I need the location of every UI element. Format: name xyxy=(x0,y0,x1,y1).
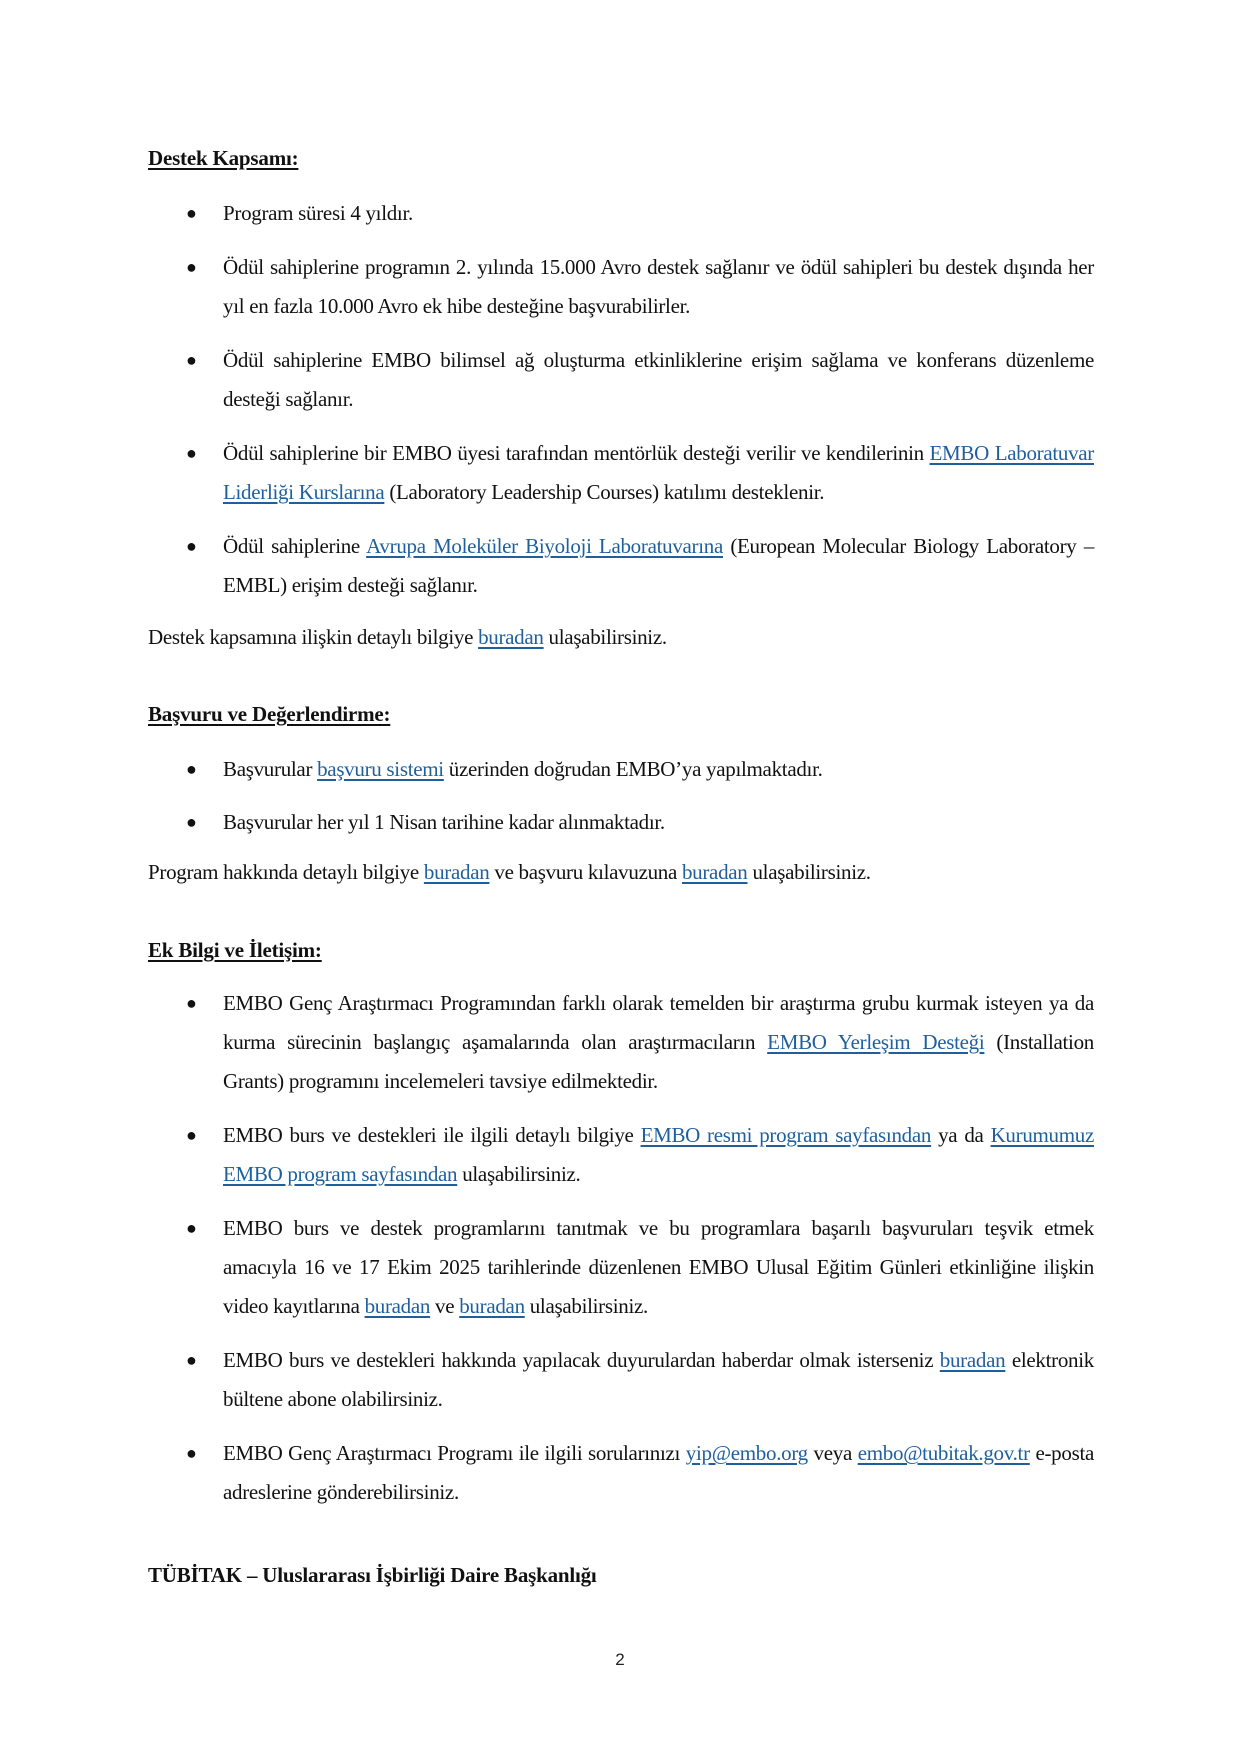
section-heading-destek: Destek Kapsamı: xyxy=(148,146,299,170)
bullet-icon: ● xyxy=(186,759,197,779)
link-email-embo-tubitak[interactable]: embo@tubitak.gov.tr xyxy=(857,1441,1030,1465)
list-item: ● EMBO Genç Araştırmacı Programından farklı olarak temelden bir araştırma grubu kurmak isteyen ya da kurma sürecinin başlangıç aşamalarında olan araştırmacıların EMBO Yerleşim Desteği (Installation Grants) programını incelemeleri tavsiye edilmektedir. xyxy=(148,984,1094,1101)
link-destek-details[interactable]: buradan xyxy=(478,625,544,649)
link-email-yip-embo[interactable]: yip@embo.org xyxy=(685,1441,808,1465)
list-item: ● EMBO burs ve destek programlarını tanıtmak ve bu programlara başarılı başvuruları teşvik etmek amacıyla 16 ve 17 Ekim 2025 tarihlerinde düzenlenen EMBO Ulusal Eğitim Günleri etkinliğine ilişkin video kayıtlarına buradan ve buradan ulaşabilirsiniz. xyxy=(148,1209,1094,1326)
link-video-recordings-1[interactable]: buradan xyxy=(364,1294,431,1318)
bullet-icon: ● xyxy=(186,1443,197,1463)
list-item: ● EMBO burs ve destekleri ile ilgili detaylı bilgiye EMBO resmi program sayfasından ya da Kurumumuz EMBO program sayfasından ulaşabilirsiniz. xyxy=(148,1116,1094,1194)
list-item: ● Başvurular başvuru sistemi üzerinden doğrudan EMBO’ya yapılmaktadır. xyxy=(148,750,1094,789)
bullet-icon: ● xyxy=(186,1350,197,1370)
link-embo-lab-leadership-courses[interactable]: EMBO Laboratuvar Liderliği Kurslarına xyxy=(223,441,1095,504)
link-embo-official-program-page[interactable]: EMBO resmi program sayfasından xyxy=(640,1123,932,1147)
list-item: ● Ödül sahiplerine Avrupa Moleküler Biyoloji Laboratuvarına (European Molecular Biology Laboratory – EMBL) erişim desteği sağlanır. xyxy=(148,527,1094,605)
link-newsletter-subscribe[interactable]: buradan xyxy=(939,1348,1006,1372)
bullet-icon: ● xyxy=(186,993,197,1013)
link-application-guide[interactable]: buradan xyxy=(681,860,748,884)
page-number: 2 xyxy=(615,1650,625,1669)
section-heading-basvuru: Başvuru ve Değerlendirme: xyxy=(148,702,391,726)
list-item: ● Ödül sahiplerine programın 2. yılında 15.000 Avro destek sağlanır ve ödül sahipleri bu destek dışında her yıl en fazla 10.000 Avro ek hibe desteğine başvurabilirler. xyxy=(148,248,1094,326)
bullet-icon: ● xyxy=(186,350,197,370)
list-item: ● Ödül sahiplerine bir EMBO üyesi tarafından mentörlük desteği verilir ve kendilerinin EMBO Laboratuvar Liderliği Kurslarına (Laboratory Leadership Courses) katılımı desteklenir. xyxy=(148,434,1094,512)
bullet-icon: ● xyxy=(186,203,197,223)
link-video-recordings-2[interactable]: buradan xyxy=(459,1294,525,1318)
list-item: ● Ödül sahiplerine EMBO bilimsel ağ oluşturma etkinliklerine erişim sağlama ve konferans düzenleme desteği sağlanır. xyxy=(148,341,1094,419)
organization-signature: TÜBİTAK – Uluslararası İşbirliği Daire Başkanlığı xyxy=(148,1563,597,1587)
bullet-icon: ● xyxy=(186,812,197,832)
list-item: ● Başvurular her yıl 1 Nisan tarihine kadar alınmaktadır. xyxy=(148,803,1094,842)
paragraph-destek-note: Destek kapsamına ilişkin detaylı bilgiye buradan ulaşabilirsiniz. xyxy=(148,625,667,649)
bullet-icon: ● xyxy=(186,443,197,463)
paragraph-basvuru-note: Program hakkında detaylı bilgiye buradan ve başvuru kılavuzuna buradan ulaşabilirsiniz. xyxy=(148,860,871,884)
link-institution-embo-program-page[interactable]: Kurumumuz EMBO program sayfasından xyxy=(223,1123,1095,1186)
list-item: ● EMBO Genç Araştırmacı Programı ile ilgili sorularınızı yip@embo.org veya embo@tubitak.gov.tr e-posta adreslerine gönderebilirsiniz. xyxy=(148,1434,1094,1512)
bullet-icon: ● xyxy=(186,1218,197,1238)
link-installation-grants[interactable]: EMBO Yerleşim Desteği xyxy=(767,1030,985,1054)
bullet-icon: ● xyxy=(186,536,197,556)
link-program-details[interactable]: buradan xyxy=(423,860,490,884)
bullet-icon: ● xyxy=(186,1125,197,1145)
list-item: ● Program süresi 4 yıldır. xyxy=(148,194,1094,233)
link-application-system[interactable]: başvuru sistemi xyxy=(317,757,444,781)
section-heading-ekbilgi: Ek Bilgi ve İletişim: xyxy=(148,938,322,962)
link-embl[interactable]: Avrupa Moleküler Biyoloji Laboratuvarına xyxy=(366,534,723,558)
bullet-icon: ● xyxy=(186,257,197,277)
list-item: ● EMBO burs ve destekleri hakkında yapılacak duyurulardan haberdar olmak isterseniz buradan elektronik bültene abone olabilirsiniz. xyxy=(148,1341,1094,1419)
